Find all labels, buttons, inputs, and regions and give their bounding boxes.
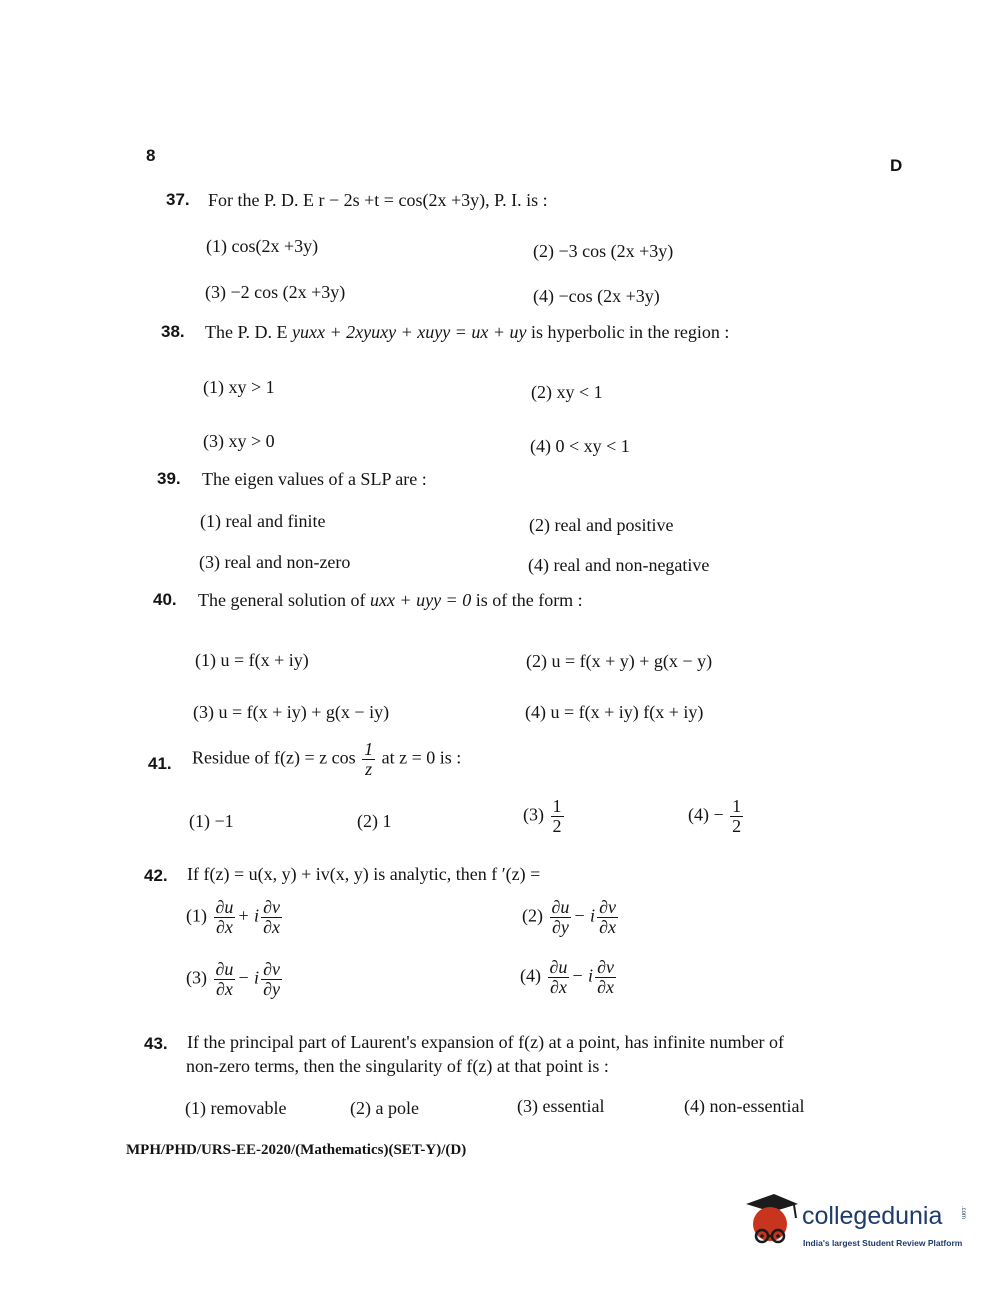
collegedunia-logo xyxy=(740,1190,976,1254)
q43-option-3: (3) essential xyxy=(517,1096,605,1116)
logo-tagline: India's largest Student Review Platform xyxy=(803,1238,963,1248)
q40-number: 40. xyxy=(153,590,177,609)
q42-option-2: (2) $\frac{\partial u}{\partial y}$ − i $\frac{\partial v}{\partial x}$ xyxy=(522,897,616,937)
q39-option-2: (2) real and positive xyxy=(529,515,674,535)
q37-option-1: (1) cos(2x +3y) xyxy=(206,236,319,256)
mascot-icon xyxy=(740,1190,804,1254)
q40-option-1: (1) u = f(x + iy) xyxy=(195,650,309,670)
q41-stem-fraction xyxy=(362,740,375,779)
q41-half-denominator: 2 xyxy=(552,815,562,836)
q40-option-3: (3) u = f(x + iy) + g(x − iy) xyxy=(193,702,390,722)
q41-stem xyxy=(192,740,461,779)
q37-option-3: (3) −2 cos (2x +3y) xyxy=(205,282,346,302)
q40-option-2: (2) u = f(x + y) + g(x − y) xyxy=(526,651,713,671)
q37-option-2: (2) −3 cos (2x +3y) xyxy=(533,241,674,261)
q41-stem-post: at z = 0 is : xyxy=(381,747,462,768)
q40-equation: uxx + uyy = 0 xyxy=(369,590,472,610)
q40-stem-pre: The general solution of xyxy=(198,590,370,610)
logo-dotcom: .com xyxy=(960,1206,966,1220)
q40-stem xyxy=(198,590,583,611)
q41-option-1: (1) −1 xyxy=(189,811,234,831)
q41-fraction-denominator: z xyxy=(365,758,373,779)
q41-option-2: (2) 1 xyxy=(357,811,392,831)
q41-option-4-fraction: $\frac{1}{2}$ xyxy=(732,796,742,836)
q37-number: 37. xyxy=(166,190,190,209)
q37-stem: For the P. D. E r − 2s +t = cos(2x +3y), P. I. is : xyxy=(208,190,548,210)
q39-option-3: (3) real and non-zero xyxy=(199,552,351,572)
q38-stem-pre: The P. D. E xyxy=(205,322,292,342)
q38-option-3: (3) xy > 0 xyxy=(203,431,275,451)
q41-option-3-fraction xyxy=(551,797,564,836)
q39-option-1: (1) real and finite xyxy=(200,511,326,531)
q41-option-3 xyxy=(523,797,566,836)
q38-option-4: (4) 0 < xy < 1 xyxy=(530,436,630,456)
q41-option-3-label: (3) xyxy=(523,804,544,825)
q43-line-1: If the principal part of Laurent's expansion of f(z) at a point, has infinite number of xyxy=(187,1032,785,1052)
q42-option-1: (1) $\frac{\partial u}{\partial x}$ + i $\frac{\partial v}{\partial x}$ xyxy=(186,897,280,937)
q40-option-4: (4) u = f(x + iy) f(x + iy) xyxy=(525,702,704,722)
footer-code: MPH/PHD/URS-EE-2020/(Mathematics)(SET-Y)/(D) xyxy=(126,1142,467,1158)
q37-option-4: (4) −cos (2x +3y) xyxy=(533,286,660,306)
q38-equation: yuxx + 2xyuxy + xuyy = ux + uy xyxy=(292,322,527,342)
q41-number: 41. xyxy=(148,754,172,773)
q43-option-2: (2) a pole xyxy=(350,1098,419,1118)
q40-stem-post: is of the form : xyxy=(471,590,583,610)
q42-option-3: (3) $\frac{\partial u}{\partial x}$ − i $\frac{\partial v}{\partial y}$ xyxy=(186,959,280,999)
q39-number: 39. xyxy=(157,469,181,488)
q41-half-numerator: 1 xyxy=(552,796,562,816)
q41-fraction-numerator: 1 xyxy=(364,739,374,759)
q41-stem-pre: Residue of f(z) = z cos xyxy=(192,747,356,768)
q43-line-2: non-zero terms, then the singularity of f(z) at that point is : xyxy=(186,1056,609,1076)
q42-number: 42. xyxy=(144,866,168,885)
q38-stem-post: is hyperbolic in the region : xyxy=(526,322,730,342)
q39-option-4: (4) real and non-negative xyxy=(528,555,710,575)
q38-option-2: (2) xy < 1 xyxy=(531,382,603,402)
q38-stem xyxy=(205,322,729,343)
q38-number: 38. xyxy=(161,322,185,341)
q42-option-4: (4) $\frac{\partial u}{\partial x}$ − i $\frac{\partial v}{\partial x}$ xyxy=(520,957,614,997)
q41-option-4-label: (4) − xyxy=(688,804,724,825)
q41-option-4 xyxy=(688,797,745,836)
q42-stem: If f(z) = u(x, y) + iv(x, y) is analytic, then f ′(z) = xyxy=(187,864,541,884)
q38-option-1: (1) xy > 1 xyxy=(203,377,275,397)
q43-option-1: (1) removable xyxy=(185,1098,287,1118)
q39-stem: The eigen values of a SLP are : xyxy=(202,469,427,489)
set-letter: D xyxy=(890,156,903,175)
q43-option-4: (4) non-essential xyxy=(684,1096,805,1116)
logo-name: collegedunia xyxy=(802,1202,943,1230)
q43-number: 43. xyxy=(144,1034,168,1053)
page-number: 8 xyxy=(146,146,156,165)
